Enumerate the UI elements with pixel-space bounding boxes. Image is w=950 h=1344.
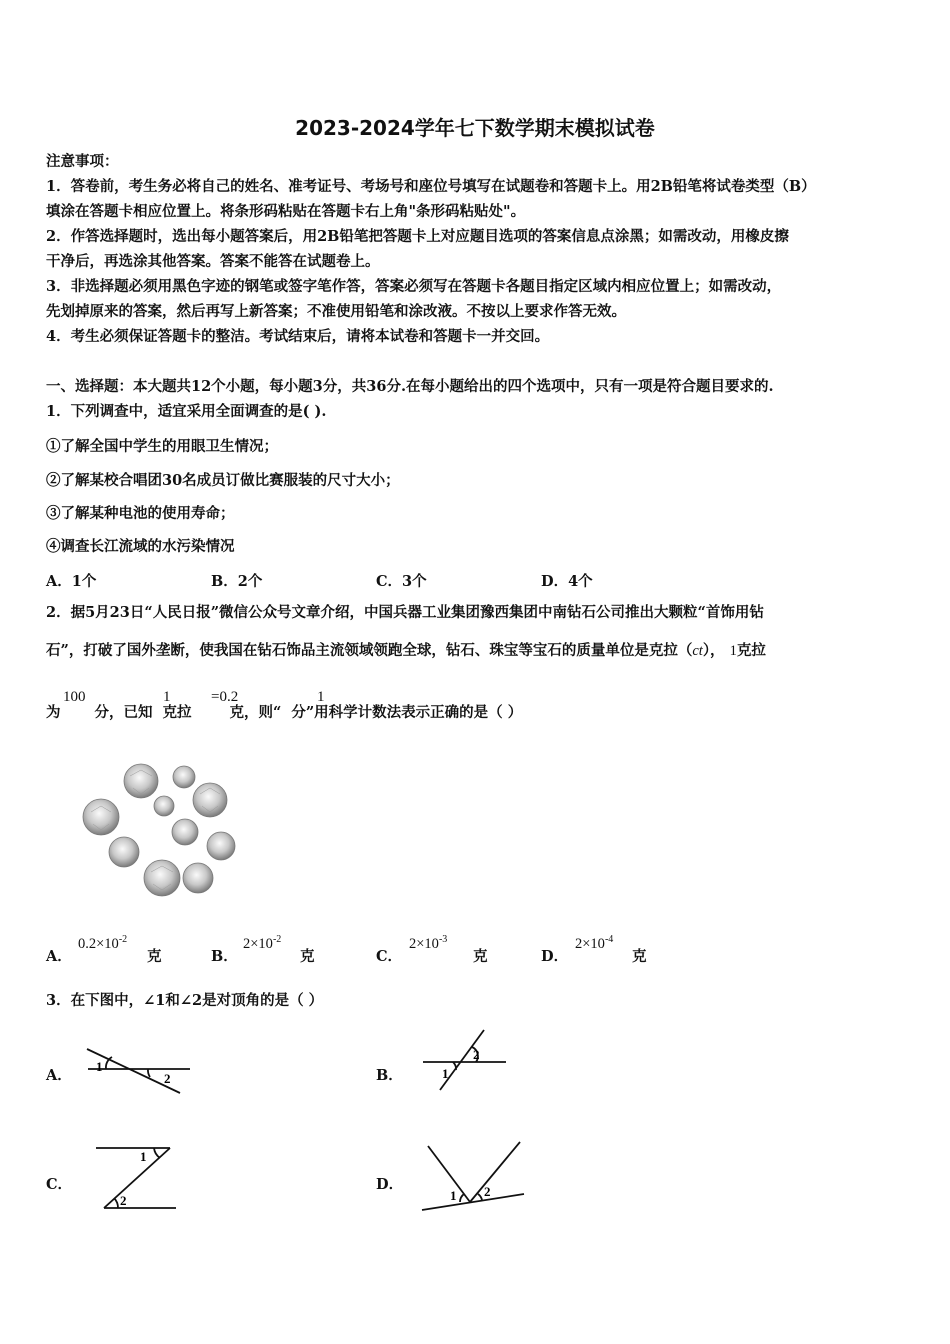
notice-line-6: 先划掉原来的答案，然后再写上新答案；不准使用铅笔和涂改液。不按以上要求作答无效。 [46,303,626,320]
q2-option-c-value: $2\times 10^{-3}$ [409,934,448,952]
q1-statement-3: ③了解某种电池的使用寿命； [46,505,235,522]
q2-line-1: 2．据5月23日“人民日报”微信公众号文章介绍，中国兵器工业集团豫西集团中南钻石公司推出大颗粒“首饰用钻 [46,604,764,621]
q2-line-2 [46,641,766,661]
notice-line-1: 1．答卷前，考生务必将自己的姓名、准考证号、考场号和座位号填写在试题卷和答题卡上。用2B铅笔将试卷类型（B） [46,178,816,195]
q2-value-1b: 1 [317,689,325,705]
diamonds-image [78,758,243,898]
q3-b-angle-1: 1 [442,1066,449,1081]
q2-option-a-label: A． [46,948,72,965]
q2-line-2-text-c: 克拉 [736,642,766,659]
q2-line-3-a: 为 [46,704,61,721]
notice-line-5: 3．非选择题必须用黑色字迹的钢笔或签字笔作答，答案必须写在答题卡各题目指定区域内相应位置上；如需改动， [46,278,782,295]
q3-figure-a [84,1043,196,1097]
q2-option-b-unit: 克 [300,948,315,965]
q1-statement-4: ④调查长江流域的水污染情况 [46,538,235,555]
q3-b-angle-2: 2 [473,1047,480,1062]
q1-option-d: D．4个 [541,573,593,590]
q3-option-b-label: B． [376,1067,403,1084]
notice-line-7: 4．考生必须保证答题卡的整洁。考试结束后，请将本试卷和答题卡一并交回。 [46,328,550,345]
q3-figure-c [94,1140,184,1212]
notice-line-3: 2．作答选择题时，选出每小题答案后，用2B铅笔把答题卡上对应题目选项的答案信息点涂黑；如需改动，用橡皮擦 [46,228,789,245]
q2-line-3-d: 克，则“ [229,704,282,721]
q2-option-c-label: C． [376,948,403,965]
q2-option-d-unit: 克 [632,948,647,965]
q3-stem: 3．在下图中，∠1和∠2是对顶角的是（ ） [46,992,324,1009]
q3-a-angle-2: 2 [164,1071,171,1086]
q3-option-c-label: C． [46,1176,73,1193]
q2-unit-ct: ct [692,643,703,659]
q3-option-d-label: D． [376,1176,404,1193]
notice-line-4: 干净后，再选涂其他答案。答案不能答在试题卷上。 [46,253,380,270]
q2-line-3 [46,703,522,723]
q3-c-angle-2: 2 [120,1193,127,1208]
q1-option-b: B．2个 [211,573,263,590]
q2-line-3-b: 分，已知 [94,704,153,721]
section-heading: 一、选择题：本大题共12个小题，每小题3分，共36分.在每小题给出的四个选项中，只有一项是符合题目要求的. [46,378,774,395]
q3-a-angle-1: 1 [96,1059,103,1074]
q2-line-2-text-b: ）， [702,642,725,659]
q2-option-d-label: D． [541,948,569,965]
q2-option-b-value: $2\times 10^{-2}$ [243,934,282,952]
q2-value-100: 100 [63,689,86,705]
q3-figure-b [420,1026,510,1092]
q2-line-2-text: 石”，打破了国外垄断，使我国在钻石饰品主流领域领跑全球，钻石、珠宝等宝石的质量单位是克拉（ [46,642,693,659]
q1-option-c: C．3个 [376,573,427,590]
notice-line-2: 填涂在答题卡相应位置上。将条形码粘贴在答题卡右上角"条形码粘贴处"。 [46,203,526,220]
q2-value-eq: =0.2 [211,689,239,705]
q1-statement-2: ②了解某校合唱团30名成员订做比赛服装的尺寸大小； [46,472,400,489]
q2-line-3-c: 克拉 [162,704,192,721]
q3-option-a-label: A． [46,1067,72,1084]
q2-option-a-value: $0.2\times 10^{-2}$ [78,934,128,952]
q2-option-a-unit: 克 [147,948,162,965]
q2-line-3-e: 分”用科学计数法表示正确的是（ ） [291,704,523,721]
q2-option-d-value: $2\times 10^{-4}$ [575,934,614,952]
q3-figure-d [420,1138,528,1214]
notice-heading: 注意事项： [46,153,119,170]
q1-statement-1: ①了解全国中学生的用眼卫生情况； [46,438,278,455]
q2-number-one: 1 [729,643,737,659]
q2-option-b-label: B． [211,948,238,965]
q3-c-angle-1: 1 [140,1149,147,1164]
q2-value-1: 1 [163,689,171,705]
page-title: 2023-2024学年七下数学期末模拟试卷 [295,116,655,140]
q1-stem: 1．下列调查中，适宜采用全面调查的是( ). [46,403,327,420]
q3-d-angle-2: 2 [484,1184,491,1199]
q3-d-angle-1: 1 [450,1188,457,1203]
q1-option-a: A．1个 [46,573,97,590]
q2-option-c-unit: 克 [473,948,488,965]
